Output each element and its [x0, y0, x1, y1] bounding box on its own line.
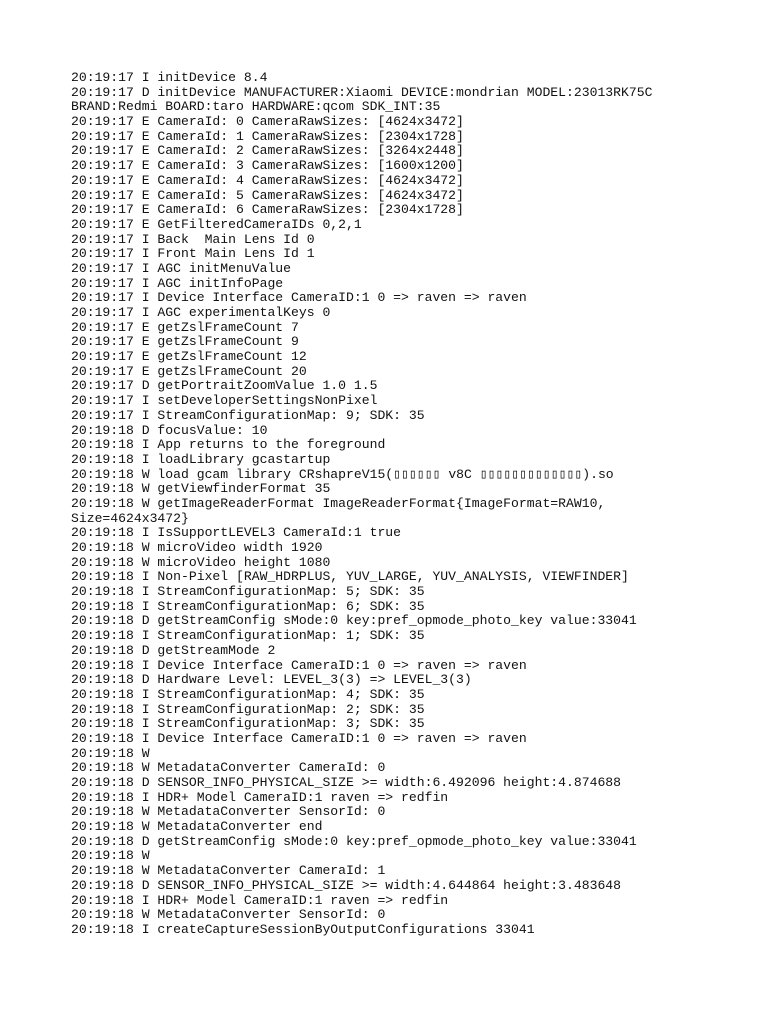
- log-line: 20:19:17 I AGC experimentalKeys 0: [71, 306, 331, 320]
- log-line: 20:19:18 W MetadataConverter CameraId: 1: [71, 864, 386, 879]
- log-line: 20:19:18 I HDR+ Model CameraID:1 raven => redfin: [71, 790, 449, 805]
- log-line: 20:19:18 I createCaptureSessionByOutputConfigurations 33041: [71, 922, 535, 937]
- log-line: 20:19:18 D SENSOR_INFO_PHYSICAL_SIZE >= width:6.492096 height:4.874688: [71, 776, 622, 790]
- log-line: 20:19:18 I StreamConfigurationMap: 1; SDK: 35: [71, 629, 425, 644]
- log-line: 20:19:18 D getStreamMode 2: [71, 643, 276, 658]
- log-line: 20:19:17 E CameraId: 3 CameraRawSizes: [1600x1200]: [71, 159, 464, 174]
- log-line: 20:19:17 E GetFilteredCameraIDs 0,2,1: [71, 217, 362, 232]
- log-line: Size=4624x3472}: [71, 511, 189, 526]
- log-line: 20:19:18 W MetadataConverter SensorId: 0: [71, 908, 386, 923]
- log-line: 20:19:18 D SENSOR_INFO_PHYSICAL_SIZE >= width:4.644864 height:3.483648: [71, 878, 622, 893]
- log-line: 20:19:18 W microVideo width 1920: [71, 541, 323, 555]
- log-line: 20:19:17 I StreamConfigurationMap: 9; SDK: 35: [71, 408, 425, 423]
- log-line: 20:19:17 I Device Interface CameraID:1 0 => raven => raven: [71, 291, 527, 306]
- log-line: 20:19:17 I AGC initInfoPage: [71, 276, 284, 291]
- log-line: 20:19:18 W MetadataConverter end: [71, 820, 323, 835]
- log-line: 20:19:18 W load gcam library CRshapreV15(▯▯▯▯▯▯ v8C ▯▯▯▯▯▯▯▯▯▯▯▯▯).so: [71, 467, 614, 482]
- log-line: 20:19:18 W MetadataConverter SensorId: 0: [71, 805, 386, 820]
- log-line: 20:19:18 I StreamConfigurationMap: 4; SDK: 35: [71, 687, 425, 702]
- log-line: 20:19:18 I App returns to the foreground: [71, 438, 386, 453]
- log-line: 20:19:18 W getImageReaderFormat ImageReaderFormat{ImageFormat=RAW10,: [71, 496, 606, 511]
- log-line: 20:19:18 D getStreamConfig sMode:0 key:pref_opmode_photo_key value:33041: [71, 614, 637, 629]
- log-line: BRAND:Redmi BOARD:taro HARDWARE:qcom SDK_INT:35: [71, 100, 441, 115]
- log-line: 20:19:17 E CameraId: 6 CameraRawSizes: [2304x1728]: [71, 203, 464, 218]
- log-line: 20:19:17 E getZslFrameCount 20: [71, 364, 307, 379]
- log-line: 20:19:18 W MetadataConverter CameraId: 0: [71, 761, 386, 776]
- log-line: 20:19:18 I Non-Pixel [RAW_HDRPLUS, YUV_LARGE, YUV_ANALYSIS, VIEWFINDER]: [71, 570, 629, 585]
- log-line: 20:19:17 I Front Main Lens Id 1: [71, 247, 315, 262]
- log-line: 20:19:17 I setDeveloperSettingsNonPixel: [71, 394, 378, 409]
- log-line: 20:19:17 E CameraId: 5 CameraRawSizes: [4624x3472]: [71, 188, 464, 203]
- log-output: [71, 71, 731, 938]
- log-line: 20:19:18 D focusValue: 10: [71, 423, 268, 438]
- log-line: 20:19:18 I StreamConfigurationMap: 2; SDK: 35: [71, 702, 425, 717]
- log-line: 20:19:17 E CameraId: 1 CameraRawSizes: [2304x1728]: [71, 129, 464, 144]
- log-line: 20:19:17 I initDevice 8.4: [71, 71, 268, 85]
- log-line: 20:19:17 D getPortraitZoomValue 1.0 1.5: [71, 379, 378, 394]
- log-line: 20:19:18 W microVideo height 1080: [71, 555, 331, 570]
- log-line: 20:19:17 E getZslFrameCount 12: [71, 350, 307, 365]
- log-line: 20:19:18 W: [71, 746, 150, 761]
- log-line: 20:19:17 E CameraId: 2 CameraRawSizes: [3264x2448]: [71, 144, 464, 159]
- log-line: 20:19:18 D getStreamConfig sMode:0 key:pref_opmode_photo_key value:33041: [71, 834, 637, 849]
- log-line: 20:19:18 I loadLibrary gcastartup: [71, 452, 331, 467]
- log-line: 20:19:17 D initDevice MANUFACTURER:Xiaomi DEVICE:mondrian MODEL:23013RK75C: [71, 85, 653, 100]
- log-line: 20:19:18 D Hardware Level: LEVEL_3(3) => LEVEL_3(3): [71, 673, 472, 688]
- log-line: 20:19:18 I Device Interface CameraID:1 0 => raven => raven: [71, 658, 527, 673]
- log-line: 20:19:17 I Back Main Lens Id 0: [71, 232, 315, 247]
- log-line: 20:19:18 I StreamConfigurationMap: 3; SDK: 35: [71, 717, 425, 732]
- log-line: 20:19:18 I HDR+ Model CameraID:1 raven => redfin: [71, 893, 449, 908]
- log-line: 20:19:17 E getZslFrameCount 9: [71, 335, 299, 350]
- log-line: 20:19:17 E getZslFrameCount 7: [71, 320, 299, 335]
- log-line: 20:19:17 I AGC initMenuValue: [71, 261, 292, 276]
- log-line: 20:19:18 I StreamConfigurationMap: 6; SDK: 35: [71, 599, 425, 614]
- log-line: 20:19:18 I Device Interface CameraID:1 0 => raven => raven: [71, 731, 527, 746]
- log-line: 20:19:17 E CameraId: 4 CameraRawSizes: [4624x3472]: [71, 173, 464, 188]
- log-line: 20:19:17 E CameraId: 0 CameraRawSizes: [4624x3472]: [71, 115, 464, 130]
- log-line: 20:19:18 I StreamConfigurationMap: 5; SDK: 35: [71, 585, 425, 600]
- log-line: 20:19:18 W getViewfinderFormat 35: [71, 482, 331, 497]
- log-line: 20:19:18 I IsSupportLEVEL3 CameraId:1 true: [71, 526, 402, 541]
- log-line: 20:19:18 W: [71, 849, 150, 864]
